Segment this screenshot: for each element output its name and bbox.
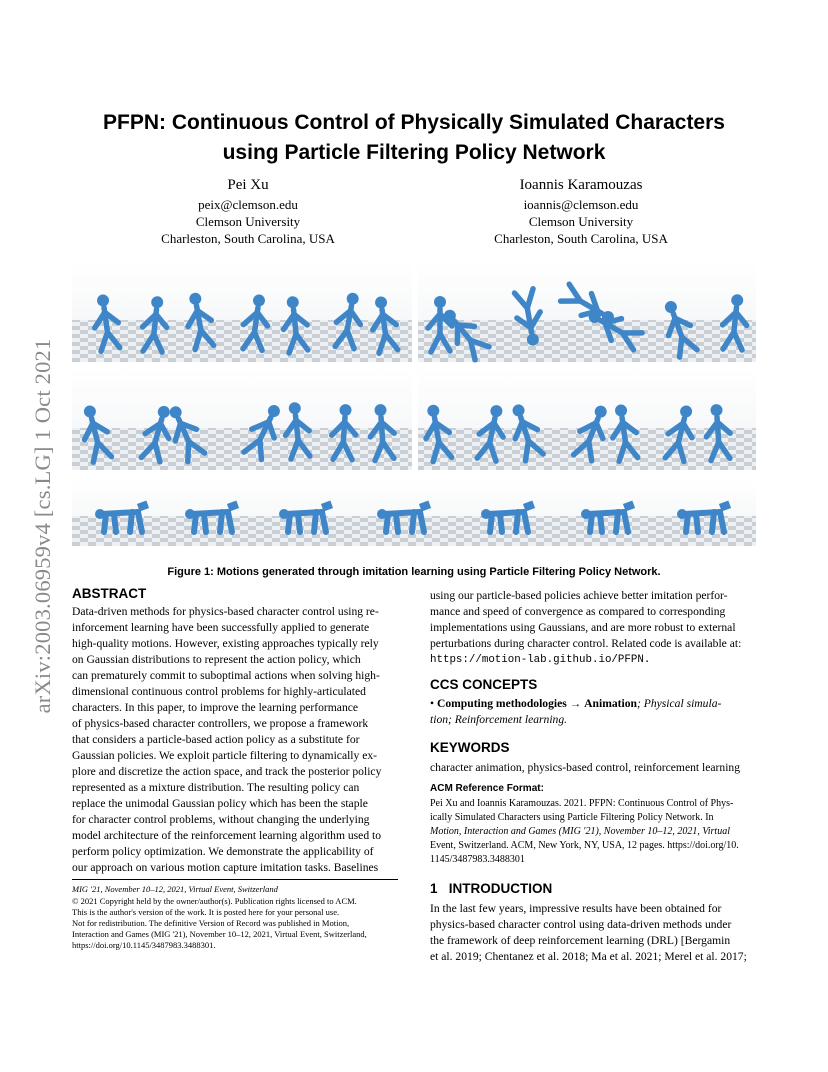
abstract-line: can prematurely commit to suboptimal actions when solving high- xyxy=(72,669,380,682)
footnote-line: This is the author's version of the work. It is posted here for your personal use. xyxy=(72,907,340,917)
abstract-line: that considers a particle-based action policy as a substitute for xyxy=(72,733,360,746)
ccs-term-computing: Computing methodologies xyxy=(436,697,567,710)
abstract-line: high-quality motions. However, existing approaches typically rely xyxy=(72,637,379,650)
abstract-line: plore and discretize the action space, and track the posterior policy xyxy=(72,765,382,778)
intro-title: INTRODUCTION xyxy=(448,881,553,896)
footnote-venue: MIG '21, November 10–12, 2021, Virtual Event, Switzerland xyxy=(72,884,278,894)
author-email: ioannis@clemson.edu xyxy=(523,197,639,212)
ccs-rest-2: tion; Reinforcement learning. xyxy=(430,713,568,726)
intro-line: the framework of deep reinforcement learning (DRL) [Bergamin xyxy=(430,934,731,947)
abstract-body xyxy=(72,604,398,876)
intro-line: et al. 2019; Chentanez et al. 2018; Ma et al. 2021; Merel et al. 2017; xyxy=(430,950,747,963)
abstract-continued xyxy=(430,588,756,668)
footnote-line: Not for redistribution. The definitive Version of Record was published in Motion, xyxy=(72,918,350,928)
author-block-2 xyxy=(441,176,721,247)
abstract-line: on Gaussian distributions to represent the action policy, which xyxy=(72,653,361,666)
teaser-figure xyxy=(72,262,756,552)
acm-ref-heading: ACM Reference Format: xyxy=(430,783,544,794)
arxiv-identifier-text: arXiv:2003.06959v4 [cs.LG] 1 Oct 2021 xyxy=(30,338,55,714)
author-affiliation: Clemson University xyxy=(528,214,634,229)
abstract-line: mance and speed of convergence as compared to corresponding xyxy=(430,605,726,618)
footnote-line: https://doi.org/10.1145/3487983.3488301. xyxy=(72,940,216,950)
abstract-line: Data-driven methods for physics-based character control using re- xyxy=(72,605,379,618)
abstract-heading: ABSTRACT xyxy=(72,586,147,601)
author-name: Pei Xu xyxy=(227,177,269,193)
footnote-copyright xyxy=(72,896,402,951)
arxiv-identifier xyxy=(26,296,60,756)
abstract-line: represented as a mixture distribution. The resulting policy can xyxy=(72,781,360,794)
author-block-1 xyxy=(108,176,388,247)
footnote-line: © 2021 Copyright held by the owner/author(s). Publication rights licensed to ACM. xyxy=(72,896,357,906)
ccs-arrow: → xyxy=(569,697,582,710)
abstract-line: characters. In this paper, to improve the learning performance xyxy=(72,701,359,714)
abstract-line: implementations using Gaussians, and are more robust to external xyxy=(430,621,736,634)
code-url-link[interactable]: https://motion-lab.github.io/PFPN. xyxy=(430,654,651,666)
abstract-line: model architecture of the reinforcement learning algorithm used to xyxy=(72,829,382,842)
abstract-line: of physics-based character controllers, we propose a framework xyxy=(72,717,369,730)
intro-heading xyxy=(430,881,552,896)
keywords-heading: KEYWORDS xyxy=(430,740,510,755)
acm-ref-line: 1145/3487983.3488301 xyxy=(430,854,525,865)
abstract-line: dimensional continuous control problems for highly-articulated xyxy=(72,685,366,698)
teaser-figure-graphic xyxy=(72,262,756,552)
keywords-text: character animation, physics-based control, reinforcement learning xyxy=(430,761,741,774)
abstract-line: inforcement learning have been successfully applied to generate xyxy=(72,621,370,634)
abstract-line: perturbations during character control. Related code is available at: xyxy=(430,637,742,650)
title-line-1: PFPN: Continuous Control of Physically Simulated Characters xyxy=(103,111,725,134)
ccs-bullet: • xyxy=(430,697,435,710)
abstract-line: for character control problems, without changing the underlying xyxy=(72,813,370,826)
author-location: Charleston, South Carolina, USA xyxy=(494,231,668,246)
abstract-line: perform policy optimization. We demonstrate the applicability of xyxy=(72,845,374,858)
acm-ref-line: Motion, Interaction and Games (MIG '21), November 10–12, 2021, Virtual xyxy=(430,826,730,837)
author-name: Ioannis Karamouzas xyxy=(519,177,643,193)
acm-ref-body xyxy=(430,797,758,867)
panel-dance-floor xyxy=(72,428,412,470)
intro-body xyxy=(430,901,756,965)
acm-ref-line: Event, Switzerland. ACM, New York, NY, USA, 12 pages. https://doi.org/10. xyxy=(430,840,739,851)
author-affiliation: Clemson University xyxy=(195,214,301,229)
abstract-line: Gaussian policies. We exploit particle filtering to dynamically ex- xyxy=(72,749,378,762)
abstract-line: replace the unimodal Gaussian policy which has been the staple xyxy=(72,797,368,810)
footnote-line: Interaction and Games (MIG '21), November 10–12, 2021, Virtual Event, Switzerland, xyxy=(72,929,367,939)
footnote-rule xyxy=(72,879,398,880)
title-line-2: using Particle Filtering Policy Network xyxy=(222,141,606,164)
ccs-term-animation: Animation xyxy=(584,697,637,710)
ccs-body xyxy=(430,696,756,728)
intro-number: 1 xyxy=(430,881,438,896)
ccs-rest-1: ; Physical simula- xyxy=(637,697,722,710)
author-email: peix@clemson.edu xyxy=(198,197,298,212)
abstract-line: our approach on various motion capture imitation tasks. Baselines xyxy=(72,861,379,874)
author-location: Charleston, South Carolina, USA xyxy=(161,231,335,246)
intro-line: physics-based character control using data-driven methods under xyxy=(430,918,732,931)
acm-ref-line: Pei Xu and Ioannis Karamouzas. 2021. PFPN: Continuous Control of Phys- xyxy=(430,798,734,809)
paper-title xyxy=(60,108,768,168)
acm-ref-line: ically Simulated Characters using Particle Filtering Policy Network. In xyxy=(430,812,714,823)
ccs-heading: CCS CONCEPTS xyxy=(430,677,538,692)
abstract-line: using our particle-based policies achieve better imitation perfor- xyxy=(430,589,728,602)
intro-line: In the last few years, impressive results have been obtained for xyxy=(430,902,722,915)
figure-caption: Figure 1: Motions generated through imitation learning using Particle Filtering Policy Network. xyxy=(167,566,661,578)
